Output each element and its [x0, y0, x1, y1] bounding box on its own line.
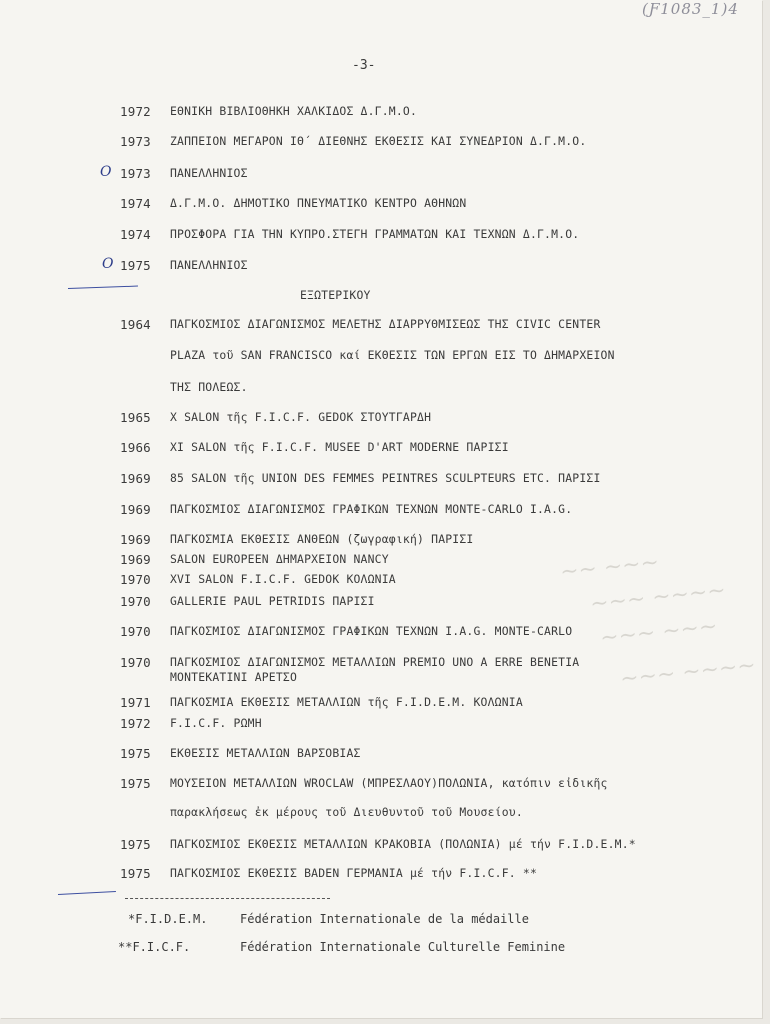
- bleed-through-mark: ~~~ ~~~: [599, 613, 719, 652]
- footnote-rule: [125, 898, 330, 899]
- bleed-through-mark: ~~ ~~~: [558, 549, 661, 586]
- entry-year: 1969: [120, 552, 151, 567]
- entry-text: ΖΑΠΠΕΙΟΝ ΜΕΓΑΡΟΝ ΙΘ΄ ΔΙΕΘΝΗΣ ΕΚΘΕΣΙΣ ΚΑΙ ΣΥΝΕΔΡΙΟΝ Δ.Γ.Μ.Ο.: [170, 134, 587, 148]
- footnote-key: **F.I.C.F.: [118, 940, 191, 954]
- entry-year: 1975: [120, 837, 151, 852]
- entry-text: ΠΑΓΚΟΣΜΙΟΣ ΔΙΑΓΩΝΙΣΜΟΣ ΓΡΑΦΙΚΩΝ ΤΕΧΝΩΝ I.A.G. MONTE-CARLO: [170, 624, 573, 638]
- entry-text: GALLERIE PAUL PETRIDIS ΠΑΡΙΣΙ: [170, 594, 375, 608]
- entry-year: 1975: [120, 746, 151, 761]
- bleed-through-mark: ~~~ ~~~~: [589, 577, 727, 618]
- footnote-text: Fédération Internationale Culturelle Feminine: [240, 940, 566, 954]
- entry-text: ΠΑΓΚΟΣΜΙΟΣ ΔΙΑΓΩΝΙΣΜΟΣ ΜΕΤΑΛΛΙΩΝ PREMIO UNO A ERRE ΒΕΝΕΤΙΑ: [170, 655, 580, 669]
- entry-text: ΠΑΓΚΟΣΜΙΟΣ ΔΙΑΓΩΝΙΣΜΟΣ ΓΡΑΦΙΚΩΝ ΤΕΧΝΩΝ MONTE-CARLO I.A.G.: [170, 502, 573, 516]
- entry-year: 1973: [120, 134, 151, 149]
- entry-year: 1972: [120, 104, 151, 119]
- entry-text: PLAZA τοῦ SAN FRANCISCO καί ΕΚΘΕΣΙΣ ΤΩΝ ΕΡΓΩΝ ΕΙΣ ΤΟ ΔΗΜΑΡΧΕΙΟΝ: [170, 348, 615, 362]
- entry-year: 1970: [120, 655, 151, 670]
- entry-text: ΠΑΓΚΟΣΜΙΟΣ ΕΚΘΕΣΙΣ BADEN ΓΕΡΜΑΝΙΑ μέ τήν F.I.C.F. **: [170, 866, 538, 880]
- entry-year: 1975: [120, 776, 151, 791]
- entry-year: 1974: [120, 196, 151, 211]
- ink-separator-line: [68, 286, 138, 289]
- entry-text: SALON EUROPEEN ΔΗΜΑΡΧΕΙΟΝ NANCY: [170, 552, 389, 566]
- footnote-key: *F.I.D.E.M.: [128, 912, 208, 926]
- margin-mark: O: [102, 256, 114, 272]
- page-number: -3-: [352, 58, 376, 73]
- entry-text: ΕΚΘΕΣΙΣ ΜΕΤΑΛΛΙΩΝ ΒΑΡΣΟΒΙΑΣ: [170, 746, 361, 760]
- entry-text: F.I.C.F. ΡΩΜΗ: [170, 716, 262, 730]
- entry-text: XI SALON τῆς F.I.C.F. MUSEE D'ART MODERNE ΠΑΡΙΣΙ: [170, 440, 509, 454]
- entry-year: 1972: [120, 716, 151, 731]
- entry-text: Δ.Γ.Μ.Ο. ΔΗΜΟΤΙΚΟ ΠΝΕΥΜΑΤΙΚΟ ΚΕΝΤΡΟ ΑΘΗΝΩΝ: [170, 196, 467, 210]
- entry-year: 1974: [120, 227, 151, 242]
- entry-year: 1969: [120, 502, 151, 517]
- entry-year: 1969: [120, 532, 151, 547]
- entry-text: παρακλήσεως ἐκ μέρους τοῦ Διευθυντοῦ τοῦ Μουσείου.: [170, 805, 523, 819]
- archive-reference: (Ƒ1083_1)4: [642, 0, 739, 18]
- entry-year: 1964: [120, 317, 151, 332]
- entry-year: 1965: [120, 410, 151, 425]
- entry-year: 1970: [120, 572, 151, 587]
- entry-text: ΠΑΓΚΟΣΜΙΑ ΕΚΘΕΣΙΣ ΑΝΘΕΩΝ (ζωγραφική) ΠΑΡΙΣΙ: [170, 532, 474, 546]
- entry-year: 1970: [120, 624, 151, 639]
- entry-text: X SALON τῆς F.I.C.F. GEDOK ΣΤΟΥΤΓΑΡΔΗ: [170, 410, 432, 424]
- entry-text: ΠΑΓΚΟΣΜΙΟΣ ΔΙΑΓΩΝΙΣΜΟΣ ΜΕΛΕΤΗΣ ΔΙΑΡΡΥΘΜΙΣΕΩΣ ΤΗΣ CIVIC CENTER: [170, 317, 601, 331]
- entry-year: 1973: [120, 166, 151, 181]
- entry-text: ΠΑΝΕΛΛΗΝΙΟΣ: [170, 166, 248, 180]
- entry-text: ΠΑΓΚΟΣΜΙΑ ΕΚΘΕΣΙΣ ΜΕΤΑΛΛΙΩΝ τῆς F.I.D.E.M. ΚΟΛΩΝΙΑ: [170, 695, 523, 709]
- margin-mark: O: [100, 164, 112, 180]
- bleed-through-mark: ~~~ ~~~~: [619, 652, 757, 693]
- entry-year: 1975: [120, 866, 151, 881]
- entry-text: ΤΗΣ ΠΟΛΕΩΣ.: [170, 380, 248, 394]
- entry-year: 1969: [120, 471, 151, 486]
- entry-text: XVI SALON F.I.C.F. GEDOK ΚΟΛΩΝΙΑ: [170, 572, 396, 586]
- entry-year: 1975: [120, 258, 151, 273]
- entry-text: ΠΡΟΣΦΟΡΑ ΓΙΑ ΤΗΝ ΚΥΠΡΟ.ΣΤΕΓΗ ΓΡΑΜΜΑΤΩΝ ΚΑΙ ΤΕΧΝΩΝ Δ.Γ.Μ.Ο.: [170, 227, 580, 241]
- ink-separator-line: [58, 891, 116, 895]
- section-header-foreign: ΕΞΩΤΕΡΙΚΟΥ: [300, 288, 371, 302]
- entry-year: 1970: [120, 594, 151, 609]
- entry-text: ΜΟΥΣΕΙΟΝ ΜΕΤΑΛΛΙΩΝ WROCLAW (ΜΠΡΕΣΛΑΟΥ)ΠΟΛΩΝΙΑ, κατόπιν εἰδικῆς: [170, 776, 608, 790]
- entry-text: MONTEKATINI ΑΡΕΤΣΟ: [170, 670, 298, 684]
- entry-year: 1971: [120, 695, 151, 710]
- entry-year: 1966: [120, 440, 151, 455]
- footnote-text: Fédération Internationale de la médaille: [240, 912, 529, 926]
- entry-text: ΠΑΓΚΟΣΜΙΟΣ ΕΚΘΕΣΙΣ ΜΕΤΑΛΛΙΩΝ ΚΡΑΚΟΒΙΑ (ΠΟΛΩΝΙΑ) μέ τήν F.I.D.E.M.*: [170, 837, 636, 851]
- entry-text: 85 SALON τῆς UNION DES FEMMES PEINTRES SCULPTEURS ETC. ΠΑΡΙΣΙ: [170, 471, 601, 485]
- entry-text: ΕΘΝΙΚΗ ΒΙΒΛΙΟΘΗΚΗ ΧΑΛΚΙΔΟΣ Δ.Γ.Μ.Ο.: [170, 104, 418, 118]
- entry-text: ΠΑΝΕΛΛΗΝΙΟΣ: [170, 258, 248, 272]
